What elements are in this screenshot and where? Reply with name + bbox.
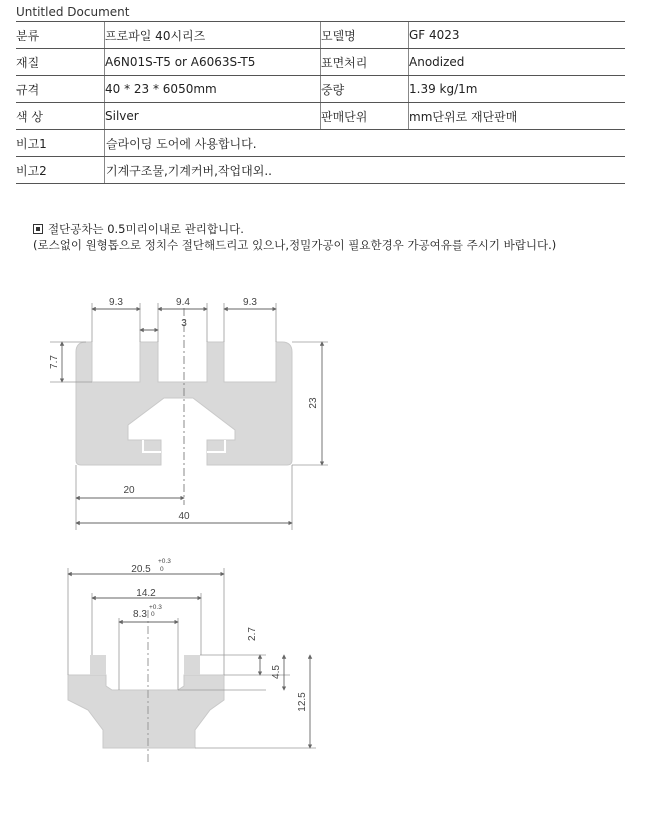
- table-row: [16, 22, 625, 49]
- profile-drawings: [0, 280, 663, 816]
- spec-value: 1.39 kg/1m: [409, 76, 626, 103]
- dim-d2: 4.5: [271, 665, 282, 679]
- dim-slot-tol-plus: +0.3: [149, 604, 162, 611]
- dim-outer-tol-minus: 0: [160, 566, 164, 573]
- profile-section-drawing: [49, 297, 328, 530]
- dim-outer: 20.5: [131, 564, 151, 575]
- dim-height: 23: [308, 397, 319, 409]
- table-row: [16, 130, 625, 157]
- cutting-note: (로스없이 원형톱으로 정치수 절단해드리고 있으나,정밀가공이 필요한경우 가공여유를 주시기 바랍니다.): [33, 238, 557, 252]
- table-row: [16, 157, 625, 184]
- spec-value: A6N01S-T5 or A6063S-T5: [105, 49, 321, 76]
- dim-gap: 3: [181, 318, 187, 329]
- table-row: [16, 103, 625, 130]
- dim-slot-right: 9.3: [243, 297, 257, 308]
- spec-label: 규격: [16, 76, 105, 103]
- dim-slot-left: 9.3: [109, 297, 123, 308]
- dim-d3: 12.5: [297, 692, 308, 712]
- spec-label: 색 상: [16, 103, 105, 130]
- spec-value: Silver: [105, 103, 321, 130]
- spec-value: 40 * 23 * 6050mm: [105, 76, 321, 103]
- tolerance-note: [33, 221, 244, 237]
- spec-label: 비고1: [16, 130, 105, 157]
- spec-label: 비고2: [16, 157, 105, 184]
- dim-slot-tol-minus: 0: [151, 611, 155, 618]
- dim-slot-mid: 9.4: [176, 297, 190, 308]
- slot-body: [68, 675, 224, 748]
- spec-value: 프로파일 40시리즈: [105, 22, 321, 49]
- spec-value: GF 4023: [409, 22, 626, 49]
- spec-label: 분류: [16, 22, 105, 49]
- table-row: [16, 49, 625, 76]
- spec-value: 기계구조물,기계커버,작업대외..: [105, 157, 626, 184]
- dim-half-width: 20: [123, 485, 135, 496]
- spec-label: 모델명: [321, 22, 409, 49]
- dim-slot: 8.3: [133, 609, 147, 620]
- slot-lip-left: [90, 655, 106, 675]
- dim-inner: 14.2: [136, 588, 156, 599]
- document-title: Untitled Document: [16, 5, 130, 19]
- dim-width: 40: [178, 511, 190, 522]
- dim-d1: 2.7: [247, 627, 258, 641]
- checkbox-bullet-icon: [33, 224, 43, 234]
- spec-value: mm단위로 재단판매: [409, 103, 626, 130]
- spec-label: 표면처리: [321, 49, 409, 76]
- slot-detail-drawing: [68, 558, 316, 765]
- spec-label: 판매단위: [321, 103, 409, 130]
- tolerance-note-text: 절단공차는 0.5미리이내로 관리합니다.: [48, 222, 244, 236]
- spec-value: 슬라이딩 도어에 사용합니다.: [105, 130, 626, 157]
- dim-depth: 7.7: [49, 355, 60, 369]
- spec-value: Anodized: [409, 49, 626, 76]
- table-row: [16, 76, 625, 103]
- spec-label: 재질: [16, 49, 105, 76]
- slot-lip-right: [184, 655, 200, 675]
- spec-table: [16, 21, 625, 184]
- spec-label: 중량: [321, 76, 409, 103]
- dim-outer-tol-plus: +0.3: [158, 558, 171, 565]
